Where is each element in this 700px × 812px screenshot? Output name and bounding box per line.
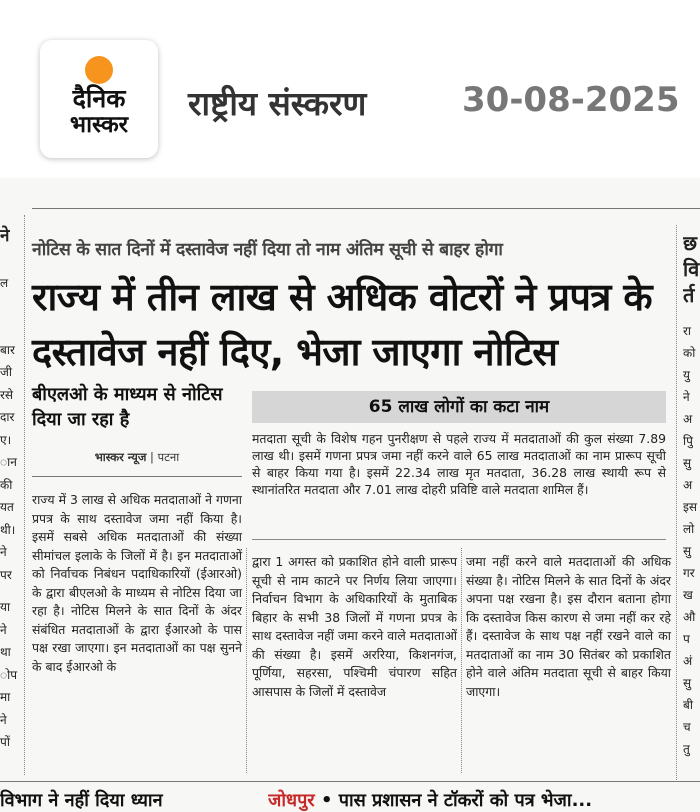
right-fragment-line: गर xyxy=(683,566,695,580)
story-column-2: द्वारा 1 अगस्त को प्रकाशित होने वाली प्रारूप सूची से नाम काटने पर निर्णय लिया जाएगा। निर्वाचन विभाग के अधिकारियों के मुताबिक बिहार के सभी 38 जिलों में गणना प्रपत्र के साथ दस्तावेज नहीं जमा करने वाले मतदाताओं की संख्या है। इसमें अररिया, किशनगंज, पूर्णिया, सहरसा, पश्चिमी चंपारण सहित आसपास के जिलों में दस्तावेज xyxy=(252,554,457,699)
right-fragment-line: ने xyxy=(683,390,690,404)
left-fragment-line: ल xyxy=(0,276,9,290)
left-fragment-line: ने xyxy=(0,545,7,559)
next-story-left-headline: विभाग ने नहीं दिया ध्यान xyxy=(0,790,163,811)
left-fragment-line: था xyxy=(0,645,11,659)
left-fragment-line: ए। xyxy=(0,432,12,447)
column-divider xyxy=(461,548,462,773)
factbox-title: 65 लाख लोगों का कटा नाम xyxy=(252,391,666,423)
left-fragment-line: थी। xyxy=(0,522,16,537)
factbox-text: मतदाता सूची के विशेष गहन पुनरीक्षण से पहले राज्य में मतदाताओं की कुल संख्या 7.89 लाख थी। इसमें गणना प्रपत्र जमा नहीं करने वाले 65 लाख मतदाताओं का नाम प्रारूप सूची से बाहर किया गया है। इसमें 22.34 लाख मृत मतदाता, 36.28 लाख स्थायी रूप से स्थानांतरित मतदाता और 7.01 लाख दोहरी प्रविष्टि वाले मतदाता शामिल हैं। xyxy=(252,431,666,497)
left-fragment-line: या xyxy=(0,600,11,614)
right-fragment-line: पुि xyxy=(683,434,693,448)
next-story-place: जोधपुर xyxy=(268,790,315,811)
right-fragment-line: बी xyxy=(683,698,693,712)
left-fragment-line: पों xyxy=(0,735,10,749)
column-divider xyxy=(246,548,247,773)
next-story-text: • पास प्रशासन ने टॉकरों को पत्र भेजा... xyxy=(314,790,593,811)
left-fragment-heading: ने xyxy=(0,226,10,246)
left-fragment-line: की xyxy=(0,477,13,492)
left-fragment-line: दार xyxy=(0,410,15,424)
story-column-1: राज्य में 3 लाख से अधिक मतदाताओं ने गणना प्रपत्र के साथ दस्तावेज जमा नहीं किया है। इसमें सबसे अधिक मतदाताओं की संख्या सीमांचल इलाके के जिलों में है। इन मतदाताओं को निर्वाचक निबंधन पदाधिकारियों (ईआरओ) के द्वारा बीएलओ के माध्यम से नोटिस दिया जा रहा है। नोटिस मिलने के सात दिनों के अंदर संबंधित मतदाताओं के द्वारा ईआरओ के पास पक्ष रखा जाएगा। इन मतदाताओं का पक्ष सुनने के बाद ईआरओ के xyxy=(32,492,242,674)
right-fragment-line: अ xyxy=(683,478,693,492)
left-fragment-line: रसे xyxy=(0,387,14,402)
byline-name: भास्कर न्यूज xyxy=(94,450,147,464)
byline-separator: | xyxy=(146,450,158,464)
right-fragment-line: यु xyxy=(683,368,690,382)
right-fragment-line: अ xyxy=(683,412,693,426)
sun-icon xyxy=(85,56,113,84)
next-story-right-headline xyxy=(268,788,700,812)
bottom-divider xyxy=(0,781,700,782)
factbox-divider xyxy=(252,539,666,540)
right-fragment-line: रा xyxy=(683,324,692,338)
story-column-3: जमा नहीं करने वाले मतदाताओं की अधिक संख्या है। नोटिस मिलने के सात दिनों के अंदर अपना पक्ष रखना है। इस दौरान बताना होगा कि दस्तावेज किस कारण से जमा नहीं कर रहे हैं। दस्तावेज के साथ पक्ष नहीं रखने वाले का मतदाताओं का नाम 30 सितंबर को प्रकाशित होने वाले अंतिम मतदाता सूची से बाहर किया जाएगा। xyxy=(466,554,671,699)
right-fragment-heading: छ xyxy=(683,231,698,255)
left-fragment-line: ान xyxy=(0,455,17,469)
right-fragment-line: ख xyxy=(683,588,693,602)
left-fragment-line: पर xyxy=(0,567,12,582)
right-fragment-line: इस xyxy=(683,500,698,514)
app-header xyxy=(0,0,700,178)
byline-place: पटना xyxy=(157,450,180,464)
right-fragment-heading: वि xyxy=(683,257,700,281)
right-fragment-line: तु xyxy=(683,742,690,756)
left-fragment-line: यत xyxy=(0,500,14,514)
right-fragment-line: सु xyxy=(683,456,692,470)
logo-line1: दैनिक xyxy=(72,84,126,113)
left-fragment-line: मा xyxy=(0,690,11,704)
logo-line2: भास्कर xyxy=(69,112,129,138)
right-fragment-line: सु xyxy=(683,544,692,558)
byline xyxy=(32,450,242,465)
right-fragment-heading: र्त xyxy=(683,283,695,307)
story-kicker: नोटिस के सात दिनों में दस्तावेज नहीं दिया तो नाम अंतिम सूची से बाहर होगा xyxy=(32,240,503,260)
story-deck: बीएलओ के माध्यम से नोटिस दिया जा रहा है xyxy=(32,384,223,430)
left-fragment-line: ोप xyxy=(0,667,18,682)
left-column-fragment xyxy=(0,188,18,768)
story-headline: राज्य में तीन लाख से अधिक वोटरों ने प्रपत्र के दस्तावेज नहीं दिए, भेजा जाएगा नोटिस xyxy=(32,275,652,374)
left-fragment-line: जी xyxy=(0,365,13,379)
left-fragment-line: ने xyxy=(0,712,7,727)
right-column-fragment xyxy=(683,230,700,790)
right-fragment-line: सु xyxy=(683,676,692,690)
deck-divider xyxy=(32,476,242,477)
right-fragment-line: को xyxy=(683,346,696,360)
left-fragment-line: बार xyxy=(0,342,15,357)
edition-date: 30-08-2025 xyxy=(462,80,680,120)
dainik-bhaskar-logo xyxy=(40,40,158,158)
right-fragment-line: लो xyxy=(683,522,695,536)
left-fragment-line: ने xyxy=(0,622,7,637)
column-divider-left xyxy=(24,215,25,775)
right-fragment-line: औ xyxy=(683,610,696,624)
right-fragment-line: अं xyxy=(683,654,693,668)
edition-title: राष्ट्रीय संस्करण xyxy=(188,84,367,123)
right-fragment-line: प xyxy=(683,632,690,646)
right-fragment-line: च xyxy=(683,720,691,734)
top-divider xyxy=(32,208,700,209)
